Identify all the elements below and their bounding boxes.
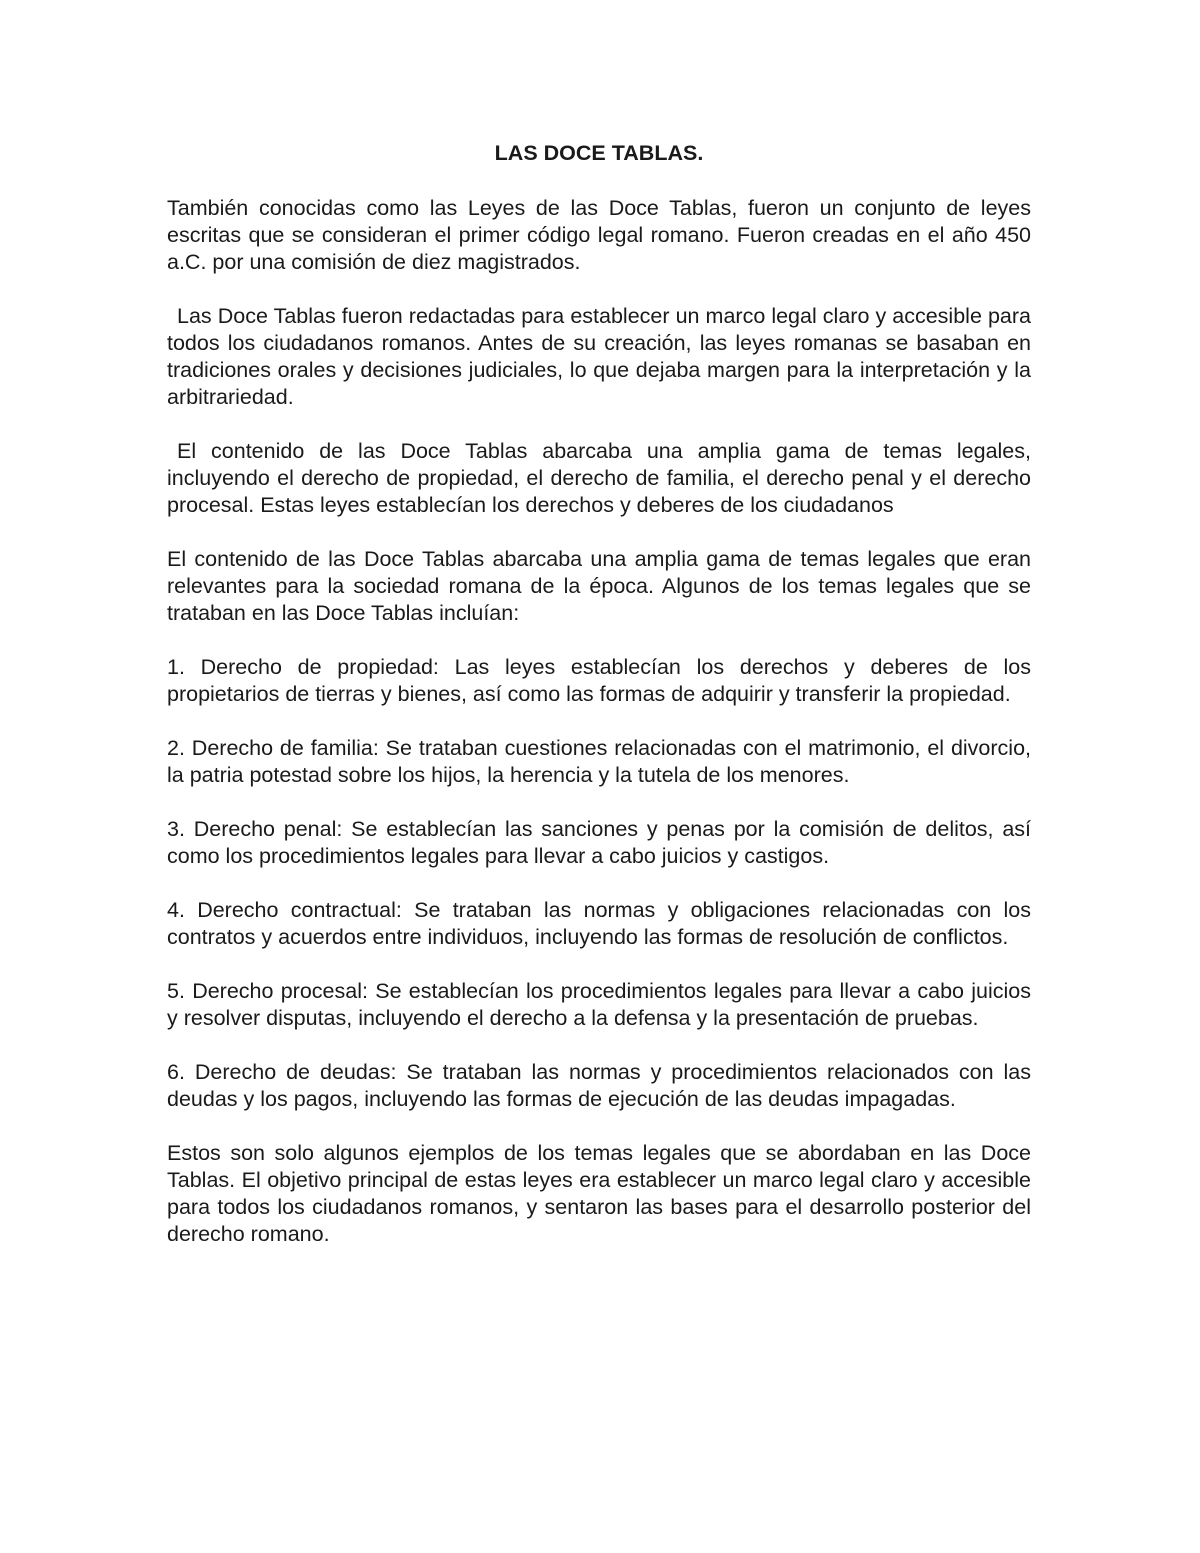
paragraph-conclusion: Estos son solo algunos ejemplos de los temas legales que se abordaban en las Doce Tablas. El objetivo principal de estas leyes era establecer un marco legal claro y accesible para todos los ciudadanos romanos, y sentaron las bases para el desarrollo posterior del derecho romano. <box>167 1141 1031 1246</box>
paragraph-purpose: Las Doce Tablas fueron redactadas para establecer un marco legal claro y accesible para todos los ciudadanos romanos. Antes de su creación, las leyes romanas se basaban en tradiciones orales y decisiones judiciales, lo que dejaba margen para la interpretación y la arbitrariedad. <box>167 304 1031 409</box>
list-item-propiedad: 1. Derecho de propiedad: Las leyes establecían los derechos y deberes de los propietarios de tierras y bienes, así como las formas de adquirir y transferir la propiedad. <box>167 655 1031 706</box>
paragraph-intro: También conocidas como las Leyes de las Doce Tablas, fueron un conjunto de leyes escritas que se consideran el primer código legal romano. Fueron creadas en el año 450 a.C. por una comisión de diez magistrados. <box>167 196 1031 274</box>
list-item-familia: 2. Derecho de familia: Se trataban cuestiones relacionadas con el matrimonio, el divorcio, la patria potestad sobre los hijos, la herencia y la tutela de los menores. <box>167 736 1031 787</box>
list-item-penal: 3. Derecho penal: Se establecían las sanciones y penas por la comisión de delitos, así como los procedimientos legales para llevar a cabo juicios y castigos. <box>167 817 1031 868</box>
document-body <box>167 140 1031 1275</box>
paragraph-content-summary: El contenido de las Doce Tablas abarcaba una amplia gama de temas legales, incluyendo el derecho de propiedad, el derecho de familia, el derecho penal y el derecho procesal. Estas leyes establecían los derechos y deberes de los ciudadanos <box>167 439 1031 517</box>
list-item-deudas: 6. Derecho de deudas: Se trataban las normas y procedimientos relacionados con las deudas y los pagos, incluyendo las formas de ejecución de las deudas impagadas. <box>167 1060 1031 1111</box>
list-item-procesal: 5. Derecho procesal: Se establecían los procedimientos legales para llevar a cabo juicios y resolver disputas, incluyendo el derecho a la defensa y la presentación de pruebas. <box>167 979 1031 1030</box>
list-item-contractual: 4. Derecho contractual: Se trataban las normas y obligaciones relacionadas con los contratos y acuerdos entre individuos, incluyendo las formas de resolución de conflictos. <box>167 898 1031 949</box>
document-title: LAS DOCE TABLAS. <box>494 141 704 165</box>
paragraph-topics-intro: El contenido de las Doce Tablas abarcaba una amplia gama de temas legales que eran relevantes para la sociedad romana de la época. Algunos de los temas legales que se trataban en las Doce Tablas incluían: <box>167 547 1031 625</box>
